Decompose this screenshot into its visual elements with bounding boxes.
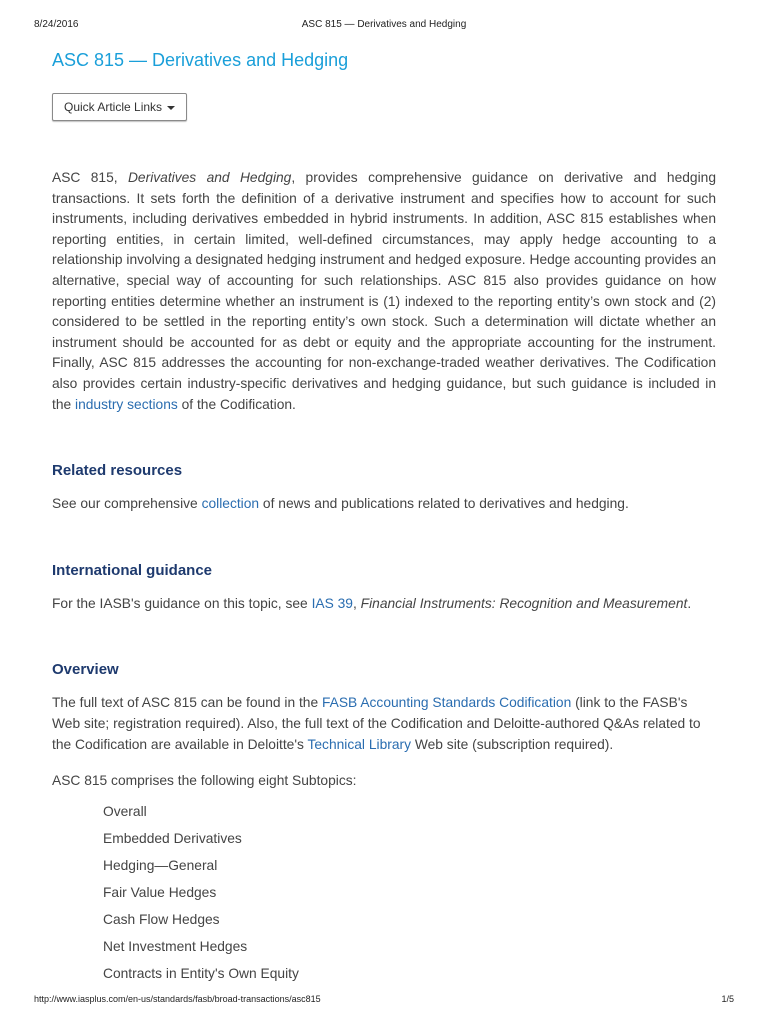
overview-pre: The full text of ASC 815 can be found in the (52, 695, 322, 711)
technical-library-link[interactable]: Technical Library (307, 736, 412, 752)
article-title: ASC 815 — Derivatives and Hedging (52, 50, 349, 70)
related-resources-heading: Related resources (52, 462, 183, 480)
overview-paragraph (52, 693, 716, 755)
overview-post: Web site (subscription required). (411, 736, 614, 752)
collection-link[interactable]: collection (201, 496, 260, 512)
intro-body: , provides comprehensive guidance on derivative and hedging transactions. It sets forth the definition of a derivative instrument and specifies how to account for such instruments, including derivatives embedded in hybrid instruments. In addition, ASC 815 establishes when reporting entities, in certain limited, well-defined circumstances, may apply hedge accounting to a relationship involving a designated hedging instrument and hedged exposure. Hedge accounting provides an alternative, special way of accounting for such relationships. ASC 815 also provides guidance on how reporting entities determine whether an instrument is (1) indexed to the reporting entity’s own stock and (2) considered to be settled in the reporting entity’s own stock. Such a determination will dictate whether an instrument should be accounted for as debt or equity and the appropriate accounting for the instrument. Finally, ASC 815 addresses the accounting for non-exchange-traded weather derivatives. The Codification also provides certain industry-specific derivatives and hedging guidance, but such guidance is included in the (52, 170, 716, 412)
related-resources-paragraph (52, 494, 716, 515)
international-guidance-heading: International guidance (52, 561, 213, 579)
list-item: Contracts in Entity's Own Equity (103, 966, 299, 982)
intro-paragraph (52, 168, 716, 415)
article-content (52, 48, 716, 987)
list-item: Overall (103, 804, 147, 820)
intro-lead: ASC 815, (52, 170, 128, 185)
related-post: of news and publications related to derivatives and hedging. (259, 496, 629, 512)
print-date: 8/24/2016 (34, 19, 79, 30)
list-item: Cash Flow Hedges (103, 912, 220, 928)
subtopics-intro: ASC 815 comprises the following eight Subtopics: (52, 773, 357, 789)
print-page-title: ASC 815 — Derivatives and Hedging (301, 19, 467, 30)
subtopics-list (52, 798, 716, 987)
overview-mid: (link to the FASB's Web site; registration required). Also, the full text of the Codification and Deloitte-authored Q&As related to the Codification are available in Deloitte's (52, 695, 701, 752)
print-url: http://www.iasplus.com/en-us/standards/fasb/broad-transactions/asc815 (34, 994, 321, 1004)
caret-down-icon (167, 106, 175, 110)
international-guidance-paragraph (52, 594, 716, 615)
intro-topic-title: Derivatives and Hedging (127, 170, 292, 185)
quick-article-links-button[interactable] (52, 93, 187, 121)
intl-pre: For the IASB's guidance on this topic, see (52, 595, 312, 611)
print-footer (34, 994, 734, 1006)
list-item: Fair Value Hedges (103, 885, 217, 901)
industry-sections-link[interactable]: industry sections (75, 396, 178, 412)
list-item: Hedging—General (103, 858, 218, 874)
overview-heading: Overview (52, 661, 119, 679)
list-item: Embedded Derivatives (103, 831, 242, 847)
page-number: 1/5 (721, 994, 734, 1004)
intl-standard-title: Financial Instruments: Recognition and Measurement (360, 595, 688, 611)
fasb-codification-link[interactable]: FASB Accounting Standards Codification (321, 695, 572, 711)
related-pre: See our comprehensive (52, 496, 202, 512)
list-item: Net Investment Hedges (103, 939, 248, 955)
intl-mid: , (352, 595, 361, 611)
intl-post: . (687, 595, 692, 611)
print-header (34, 19, 734, 33)
quick-article-links-label: Quick Article Links (64, 100, 163, 114)
ias-39-link[interactable]: IAS 39 (311, 595, 353, 611)
intro-tail: of the Codification. (177, 396, 296, 412)
